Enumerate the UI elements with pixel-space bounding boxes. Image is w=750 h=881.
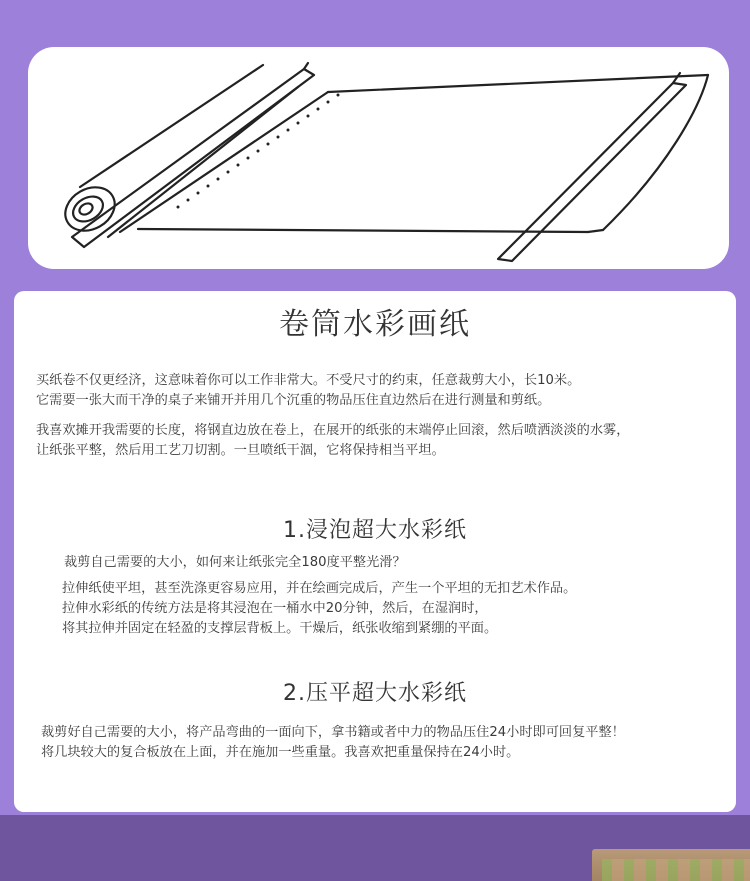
intro-line: 它需要一张大而干净的桌子来铺开并用几个沉重的物品压住直边然后在进行测量和剪纸。 xyxy=(36,393,551,408)
paper-roll-sketch xyxy=(28,47,729,269)
intro2-line: 让纸张平整，然后用工艺刀切割。一旦喷纸干涸，它将保持相当平坦。 xyxy=(36,443,445,458)
illustration-card xyxy=(28,47,729,269)
page-title: 卷筒水彩画纸 xyxy=(279,307,471,342)
section1-body xyxy=(62,579,576,639)
intro-line: 买纸卷不仅更经济，这意味着你可以工作非常大。不受尺寸的约束，任意裁剪大小，长10米。 xyxy=(36,373,581,388)
section2-line: 裁剪好自己需要的大小，将产品弯曲的一面向下，拿书籍或者中力的物品压住24小时即可回复平整！ xyxy=(41,725,625,740)
intro2-line: 我喜欢摊开我需要的长度，将钢直边放在卷上，在展开的纸张的末端停止回滚，然后喷洒淡淡的水雾， xyxy=(36,423,630,438)
section1-line: 将其拉伸并固定在轻盈的支撑层背板上。干燥后，纸张收缩到紧绷的平面。 xyxy=(62,621,498,636)
content-card xyxy=(14,291,736,812)
intro-paragraph xyxy=(36,371,580,411)
section1-title: 1.浸泡超大水彩纸 xyxy=(283,518,467,543)
photo-texture xyxy=(602,859,750,881)
section1-question: 裁剪自己需要的大小，如何来让纸张完全180度平整光滑？ xyxy=(64,555,406,570)
section2-body xyxy=(41,723,625,763)
section1-line: 拉伸水彩纸的传统方法是将其浸泡在一桶水中20分钟，然后，在湿润时， xyxy=(62,601,488,616)
section2-title: 2.压平超大水彩纸 xyxy=(283,681,467,706)
product-photo-corner xyxy=(592,849,750,881)
section1-line: 拉伸纸使平坦，甚至洗涤更容易应用，并在绘画完成后，产生一个平坦的无扣艺术作品。 xyxy=(62,581,577,596)
intro-paragraph-2 xyxy=(36,421,629,461)
section2-line: 将几块较大的复合板放在上面，并在施加一些重量。我喜欢把重量保持在24小时。 xyxy=(41,745,520,760)
